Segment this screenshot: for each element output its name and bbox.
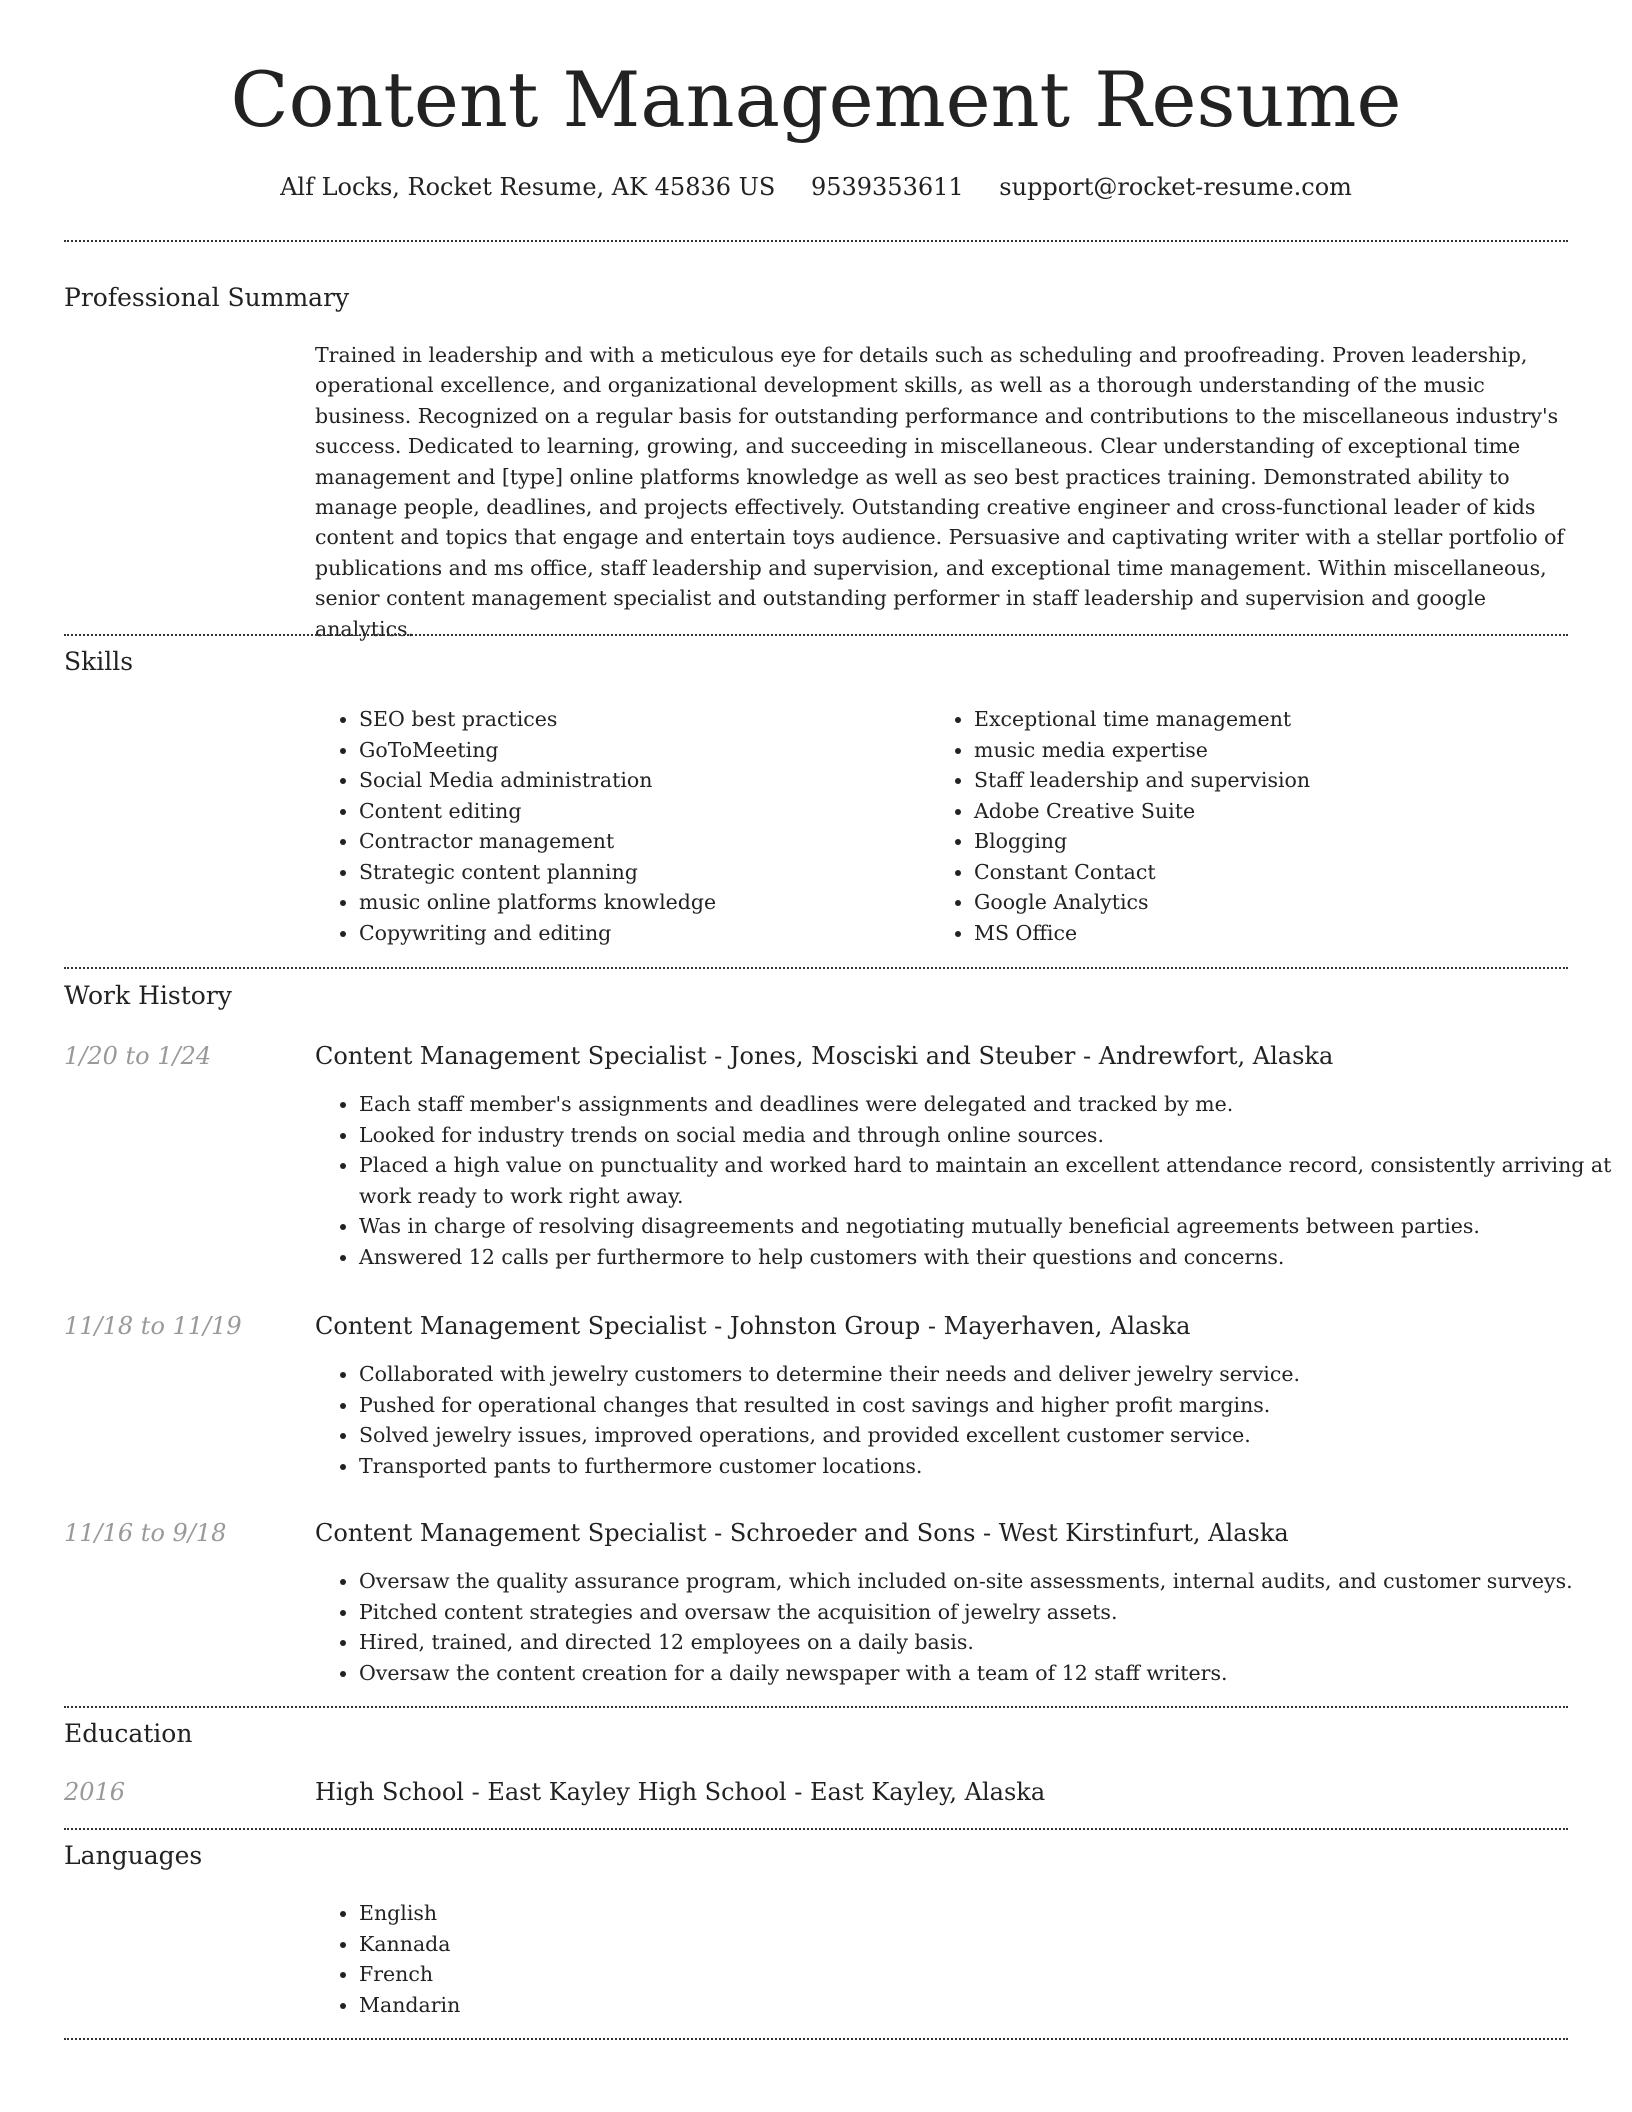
skill-item: • Content editing	[359, 796, 919, 827]
job-bullet: • Collaborated with jewelry customers to determine their needs and deliver jewelry service.	[359, 1359, 1614, 1390]
job-bullet: • Oversaw the quality assurance program, which included on-site assessments, internal audits, and customer surveys.	[359, 1566, 1614, 1597]
job-bullet: • Transported pants to furthermore customer locations.	[359, 1451, 1614, 1482]
job-bullet: • Pushed for operational changes that resulted in cost savings and higher profit margins.	[359, 1390, 1614, 1421]
job-title: Content Management Specialist - Jones, Mosciski and Steuber - Andrewfort, Alaska	[315, 1042, 1334, 1070]
skill-item: • GoToMeeting	[359, 735, 919, 766]
job-bullet: • Looked for industry trends on social media and through online sources.	[359, 1120, 1614, 1151]
job-bullet: • Placed a high value on punctuality and worked hard to maintain an excellent attendance record, consistently arriving at work ready to work right away.	[359, 1150, 1614, 1211]
skill-item: • music online platforms knowledge	[359, 887, 919, 918]
job-dates: 1/20 to 1/24	[64, 1042, 212, 1070]
education-heading: Education	[64, 1719, 193, 1748]
skills-heading: Skills	[64, 647, 134, 676]
skill-item: • Adobe Creative Suite	[974, 796, 1574, 827]
languages-heading: Languages	[64, 1841, 203, 1870]
language-item: • French	[359, 1959, 959, 1990]
section-divider	[64, 2038, 1568, 2040]
skill-item: • Copywriting and editing	[359, 918, 919, 949]
skill-item: • Constant Contact	[974, 857, 1574, 888]
skill-item: • Staff leadership and supervision	[974, 765, 1574, 796]
skill-item: • Blogging	[974, 826, 1574, 857]
job-bullets	[315, 1359, 1614, 1481]
contact-email: support@rocket-resume.com	[999, 173, 1352, 201]
job-title: Content Management Specialist - Schroeder and Sons - West Kirstinfurt, Alaska	[315, 1519, 1289, 1547]
skill-item: • Social Media administration	[359, 765, 919, 796]
education-entry: High School - East Kayley High School - East Kayley, Alaska	[315, 1778, 1046, 1806]
job-bullets	[315, 1566, 1614, 1688]
section-divider	[64, 634, 1568, 636]
contact-line	[0, 170, 1632, 204]
job-bullet: • Solved jewelry issues, improved operations, and provided excellent customer service.	[359, 1420, 1614, 1451]
skills-list-left	[315, 704, 919, 948]
skill-item: • SEO best practices	[359, 704, 919, 735]
summary-heading: Professional Summary	[64, 283, 350, 312]
languages-list	[315, 1898, 959, 2020]
job-bullet: • Each staff member's assignments and deadlines were delegated and tracked by me.	[359, 1089, 1614, 1120]
resume-title: Content Management Resume	[230, 55, 1402, 144]
job-dates: 11/18 to 11/19	[64, 1312, 242, 1340]
language-item: • Mandarin	[359, 1990, 959, 2021]
summary-text: Trained in leadership and with a meticulous eye for details such as scheduling and proofreading. Proven leadership, operational excellence, and organizational development skills, as well as a thorough understanding of the music business. Recognized on a regular basis for outstanding performance and contributions to the miscellaneous industry's success. Dedicated to learning, growing, and succeeding in miscellaneous. Clear understanding of exceptional time management and [type] online platforms knowledge as well as seo best practices training. Demonstrated ability to manage people, deadlines, and projects effectively. Outstanding creative engineer and cross-functional leader of kids content and topics that engage and entertain toys audience. Persuasive and captivating writer with a stellar portfolio of publications and ms office, staff leadership and supervision, and exceptional time management. Within miscellaneous, senior content management specialist and outstanding performer in staff leadership and supervision and google analytics.	[315, 343, 1565, 641]
work-heading: Work History	[64, 981, 232, 1010]
section-divider	[64, 1706, 1568, 1708]
skill-item: • Google Analytics	[974, 887, 1574, 918]
job-bullets	[315, 1089, 1614, 1272]
skill-item: • music media expertise	[974, 735, 1574, 766]
job-bullet: • Oversaw the content creation for a daily newspaper with a team of 12 staff writers.	[359, 1658, 1614, 1689]
job-bullet: • Answered 12 calls per furthermore to help customers with their questions and concerns.	[359, 1242, 1614, 1273]
job-bullet: • Hired, trained, and directed 12 employees on a daily basis.	[359, 1627, 1614, 1658]
skill-item: • Contractor management	[359, 826, 919, 857]
skills-list-right	[930, 704, 1574, 948]
job-bullet: • Pitched content strategies and oversaw the acquisition of jewelry assets.	[359, 1597, 1614, 1628]
language-item: • Kannada	[359, 1929, 959, 1960]
section-divider	[64, 1828, 1568, 1830]
contact-address: Alf Locks, Rocket Resume, AK 45836 US	[280, 173, 776, 201]
education-year: 2016	[64, 1778, 126, 1806]
skill-item: • MS Office	[974, 918, 1574, 949]
job-bullet: • Was in charge of resolving disagreements and negotiating mutually beneficial agreements between parties.	[359, 1211, 1614, 1242]
job-dates: 11/16 to 9/18	[64, 1519, 227, 1547]
contact-phone: 9539353611	[810, 173, 964, 201]
language-item: • English	[359, 1898, 959, 1929]
section-divider	[64, 240, 1568, 242]
skill-item: • Exceptional time management	[974, 704, 1574, 735]
skill-item: • Strategic content planning	[359, 857, 919, 888]
section-divider	[64, 967, 1568, 969]
job-title: Content Management Specialist - Johnston Group - Mayerhaven, Alaska	[315, 1312, 1191, 1340]
